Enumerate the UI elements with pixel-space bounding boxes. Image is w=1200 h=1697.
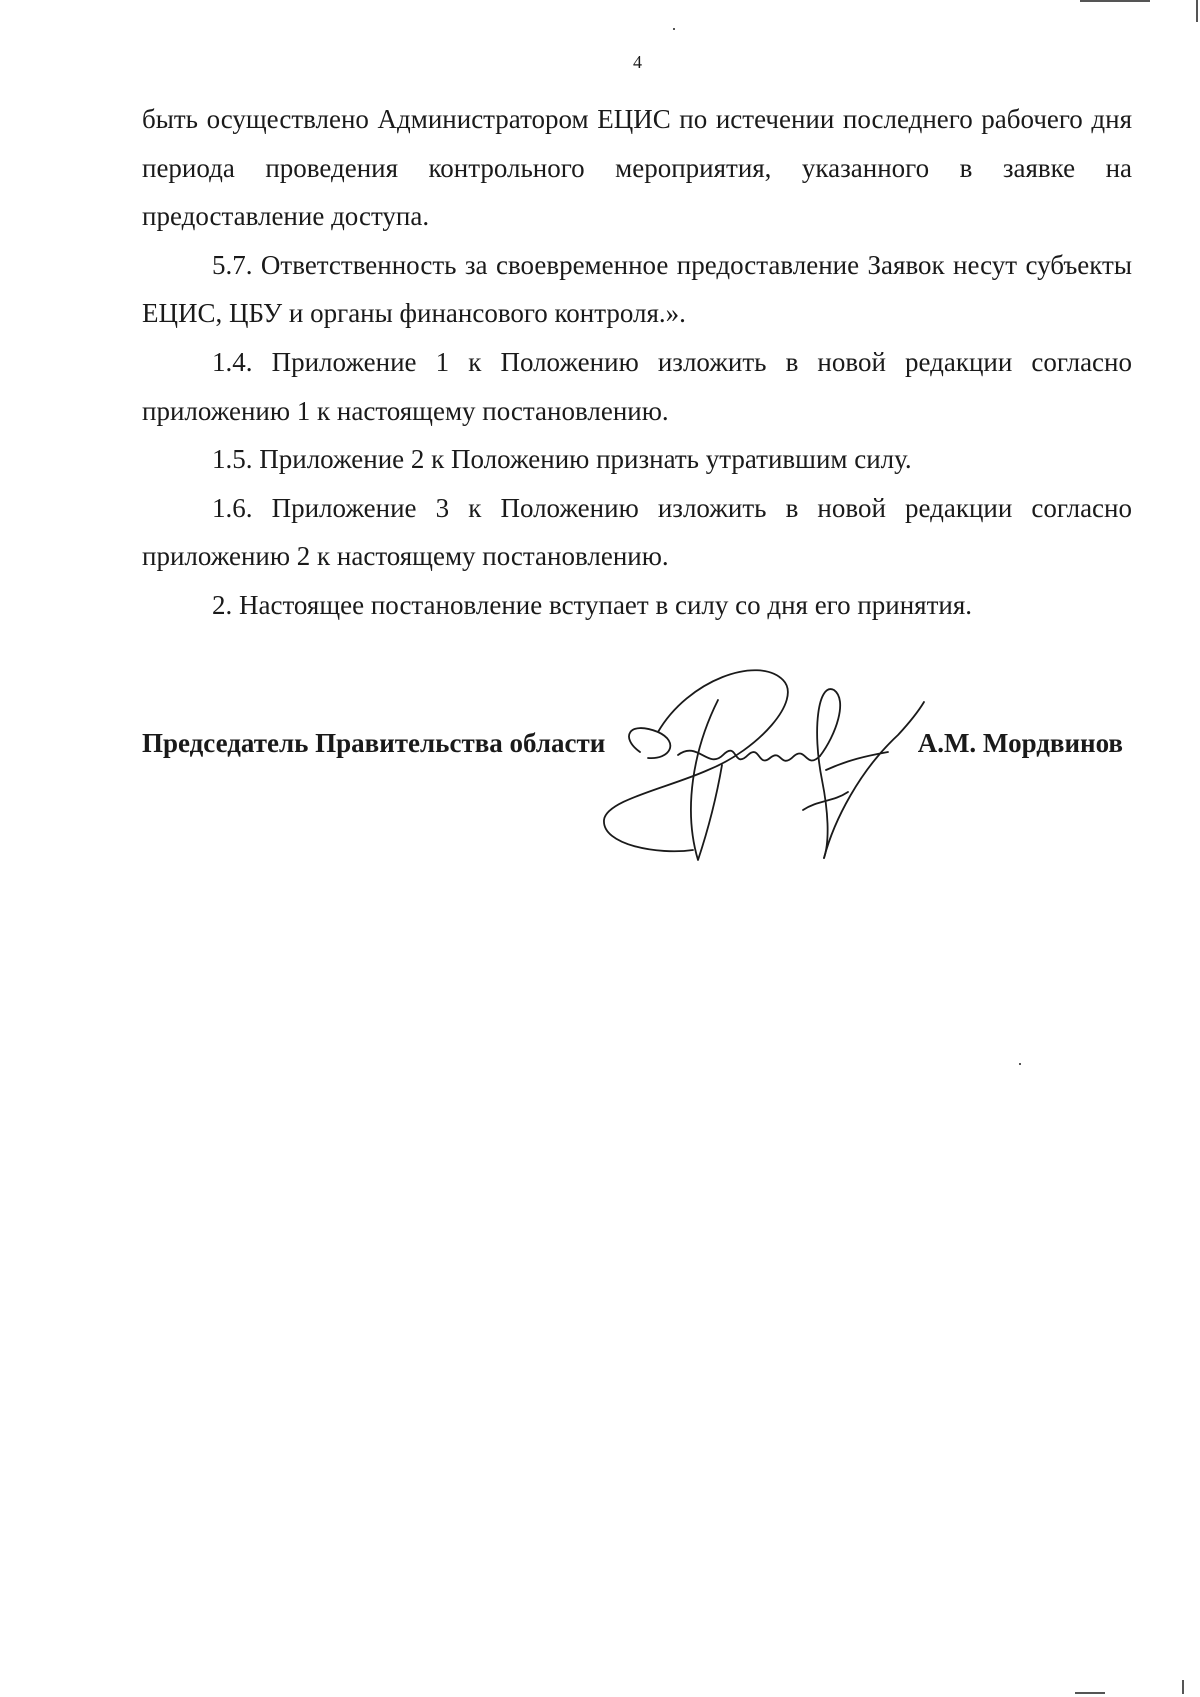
scan-artifact-bottom <box>1075 1692 1105 1694</box>
scan-artifact-dot <box>1019 1063 1021 1065</box>
scan-artifact-top-right <box>1080 0 1150 2</box>
paragraph-1-4: 1.4. Приложение 1 к Положению изложить в новой редакции согласно приложению 1 к настоящему постановлению. <box>142 346 1132 426</box>
scan-artifact-edge <box>1196 0 1198 22</box>
scan-artifact-bottom-edge <box>1182 1680 1184 1694</box>
signatory-name: А.М. Мордвинов <box>917 728 1123 758</box>
document-body <box>142 95 1132 630</box>
paragraph-2: 2. Настоящее постановление вступает в силу со дня его принятия. <box>212 589 973 620</box>
signatory-title: Председатель Правительства области <box>142 728 606 758</box>
paragraph-1-5: 1.5. Приложение 2 к Положению признать утратившим силу. <box>212 444 912 475</box>
page-number: 4 <box>633 52 642 72</box>
handwritten-signature <box>598 660 958 870</box>
paragraph-5-7: 5.7. Ответственность за своевременное предоставление Заявок несут субъекты ЕЦИС, ЦБУ и органы финансового контроля.». <box>142 249 1132 329</box>
paragraph-continuation: быть осуществлено Администратором ЕЦИС по истечении последнего рабочего дня периода проведения контрольного мероприятия, указанного в заявке на предоставление доступа. <box>142 104 1132 232</box>
scan-artifact-dot <box>673 28 675 30</box>
paragraph-1-6: 1.6. Приложение 3 к Положению изложить в новой редакции согласно приложению 2 к настоящему постановлению. <box>142 492 1132 572</box>
